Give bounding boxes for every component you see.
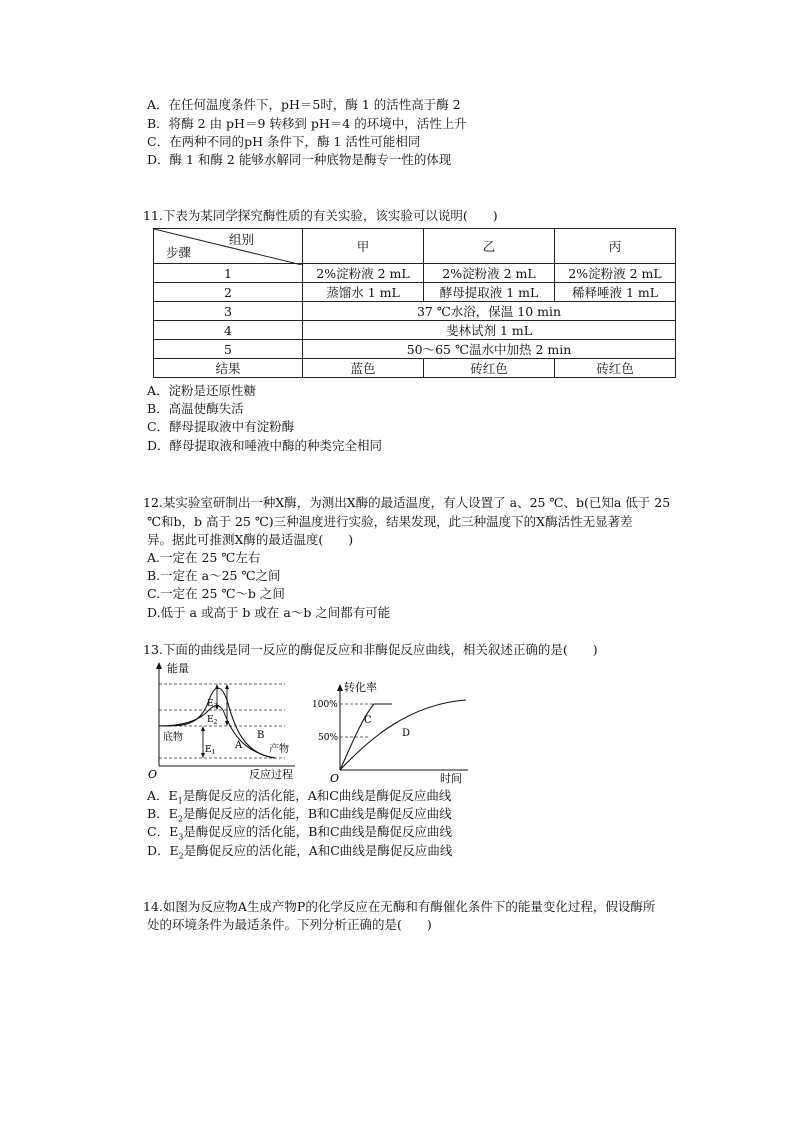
q11-option-b: B．高温使酶失活 (147, 401, 244, 416)
q13-conversion-chart (310, 678, 470, 784)
q12-option-a: A.一定在 25 ℃左右 (147, 550, 261, 565)
q12-stem-line-3: 异。据此可推测X酶的最适温度( ) (147, 532, 354, 547)
merged-cell: 37 ℃水浴，保温 10 min (303, 302, 676, 321)
q12-stem-line-2: ℃和b，b 高于 25 ℃)三种温度进行实验，结果发现，此三种温度下的X酶活性无显著差 (147, 514, 633, 529)
cell: 蒸馏水 1 mL (303, 283, 424, 302)
q12-option-c: C.一定在 25 ℃～b 之间 (147, 586, 285, 601)
q11-option-d: D．酵母提取液和唾液中酶的种类完全相同 (147, 438, 383, 453)
step-cell: 1 (154, 264, 303, 283)
q13-option-d: D．$E_2$是酶促反应的活化能，A和C曲线是酶促反应曲线 (147, 843, 453, 861)
cell: 2%淀粉液 2 mL (303, 264, 424, 283)
table-row (154, 359, 676, 378)
fig1-x-label: 反应过程 (249, 768, 293, 781)
cell: 蓝色 (303, 359, 424, 378)
step-cell: 3 (154, 302, 303, 321)
merged-cell: 50～65 ℃温水中加热 2 min (303, 340, 676, 359)
col-header-jia: 甲 (303, 229, 424, 264)
q10-option-d: D．酶 1 和酶 2 能够水解同一种底物是酶专一性的体现 (147, 152, 452, 167)
q10-option-c: C．在两种不同的pH 条件下，酶 1 活性可能相同 (147, 134, 421, 149)
table-row (154, 340, 676, 359)
fig2-curve-d-label: D (402, 728, 411, 739)
fig2-tick-100: 100% (312, 700, 338, 710)
q10-option-b: B．将酶 2 由 pH＝9 转移到 pH＝4 的环境中，活性上升 (147, 116, 467, 131)
table-row (154, 264, 676, 283)
table-row (154, 283, 676, 302)
fig1-product-label: 产物 (269, 744, 289, 755)
fig1-y-label: 能量 (167, 662, 189, 675)
fig1-e2-label: $E_2$ (207, 715, 218, 726)
q13-stem: 13.下面的曲线是同一反应的酶促反应和非酶促反应曲线，相关叙述正确的是( ) (143, 642, 598, 657)
cell: 2%淀粉液 2 mL (424, 264, 555, 283)
col-header-yi: 乙 (424, 229, 555, 264)
step-cell: 4 (154, 321, 303, 340)
step-cell: 2 (154, 283, 303, 302)
header-step-label: 步骤 (166, 245, 192, 260)
fig1-e3-label: $E_3$ (207, 699, 218, 710)
step-cell: 5 (154, 340, 303, 359)
fig2-y-label: 转化率 (344, 681, 377, 694)
fig1-substrate-label: 底物 (163, 732, 183, 743)
q11-option-c: C．酵母提取液中有淀粉酶 (147, 419, 295, 434)
col-header-bing: 丙 (555, 229, 676, 264)
fig2-curve-c-label: C (364, 715, 372, 726)
table-header-diagonal-cell (154, 229, 303, 264)
q13-option-a: A．$E_1$是酶促反应的活化能，A和C曲线是酶促反应曲线 (147, 788, 452, 806)
q12-option-d: D.低于 a 或高于 b 或在 a～b 之间都有可能 (147, 605, 391, 620)
q14-stem-line-1: 14.如图为反应物A生成产物P的化学反应在无酶和有酶催化条件下的能量变化过程，假设酶所 (143, 899, 656, 914)
table-row (154, 302, 676, 321)
fig1-curve-b-label: B (257, 730, 265, 741)
merged-cell: 斐林试剂 1 mL (303, 321, 676, 340)
cell: 砖红色 (555, 359, 676, 378)
fig1-origin: O (148, 768, 158, 781)
fig2-x-label: 时间 (440, 772, 462, 784)
cell: 酵母提取液 1 mL (424, 283, 555, 302)
q10-option-a: A．在任何温度条件下，pH＝5时，酶 1 的活性高于酶 2 (147, 97, 461, 112)
cell: 2%淀粉液 2 mL (555, 264, 676, 283)
q13-option-b: B．$E_2$是酶促反应的活化能，B和C曲线是酶促反应曲线 (147, 806, 452, 824)
q14-stem-line-2: 处的环境条件为最适条件。下列分析正确的是( ) (147, 917, 432, 932)
fig1-e1-label: $E_1$ (205, 745, 216, 756)
q12-stem-line-1: 12.某实验室研制出一种X酶，为测出X酶的最适温度，有人设置了 a、25 ℃、b(已知a 低于 25 (143, 495, 671, 510)
fig2-tick-50: 50% (318, 733, 339, 743)
q12-option-b: B.一定在 a～25 ℃之间 (147, 568, 281, 583)
cell: 稀释唾液 1 mL (555, 283, 676, 302)
table-row (154, 321, 676, 340)
cell: 砖红色 (424, 359, 555, 378)
q11-option-a: A．淀粉是还原性糖 (147, 383, 257, 398)
result-label-cell: 结果 (154, 359, 303, 378)
fig1-curve-a-label: A (235, 740, 243, 751)
q13-energy-diagram (145, 660, 305, 784)
header-group-label: 组别 (228, 232, 254, 247)
q11-experiment-table (153, 228, 676, 378)
q11-stem: 11.下表为某同学探究酶性质的有关实验，该实验可以说明( ) (143, 208, 498, 223)
fig2-origin: O (330, 772, 340, 784)
q13-option-c: C．$E_3$是酶促反应的活化能，B和C曲线是酶促反应曲线 (147, 824, 453, 842)
